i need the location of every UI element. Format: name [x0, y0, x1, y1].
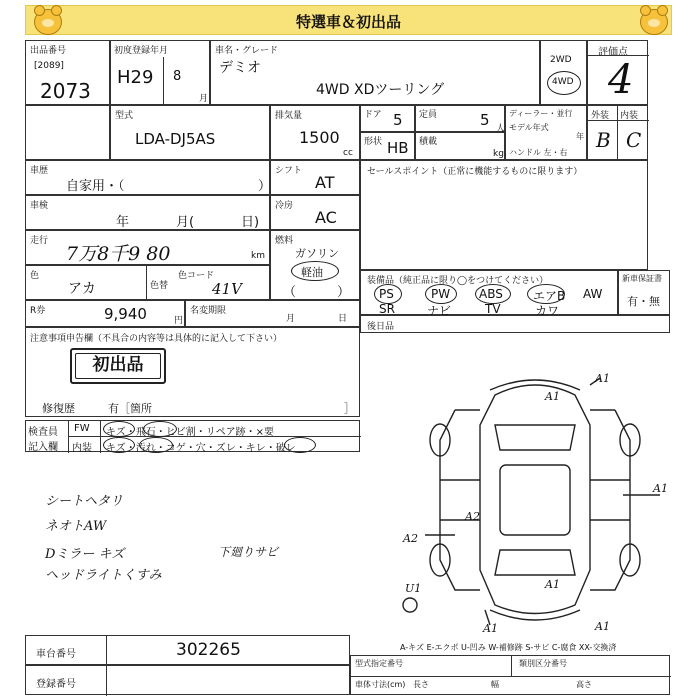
- equipment-abs-circle: [475, 284, 511, 304]
- color-value: アカ: [68, 281, 96, 297]
- height-label: 高さ: [576, 680, 592, 689]
- equipment-navi: ナビ: [427, 304, 452, 318]
- mileage-label: 走行: [30, 236, 49, 246]
- interior-label: 内装: [620, 111, 639, 121]
- car-damage-diagram: [395, 370, 675, 635]
- displacement-unit: cc: [343, 148, 353, 158]
- name-change-day: 日: [338, 314, 348, 324]
- equipment-leather: カワ: [535, 304, 560, 318]
- capacity-unit: 人: [496, 124, 506, 134]
- doors-value: 5: [393, 111, 403, 129]
- mark-right-a1: A1: [653, 482, 668, 495]
- equipment-aw: AW: [583, 287, 603, 301]
- width-label: 幅: [491, 680, 499, 689]
- mark-front-a1: A1: [595, 372, 610, 385]
- inspection-year: 年: [116, 215, 130, 230]
- history-close: ）: [258, 179, 272, 194]
- name-change-cell: [185, 300, 360, 327]
- warranty-box: [618, 270, 670, 315]
- warranty-value: 有・無: [627, 295, 660, 308]
- shape-value: HB: [387, 139, 409, 157]
- note-seat-wear: シートヘタリ: [45, 494, 124, 509]
- mark-left-a2: A2: [403, 532, 418, 545]
- recycle-value: 9,940: [104, 305, 147, 323]
- class-label: 類別区分番号: [519, 659, 567, 668]
- displacement-cell: [270, 105, 360, 160]
- declaration-box: [25, 327, 360, 417]
- model-label: 型式: [115, 111, 134, 121]
- lot-sub: [2089]: [34, 61, 64, 71]
- registration-era: H29: [117, 67, 154, 88]
- equipment-airbag: エアB: [533, 289, 566, 303]
- load-cell: [415, 132, 505, 160]
- note-aw: ネオトAW: [45, 519, 107, 534]
- shape-label: 形状: [364, 137, 383, 147]
- capacity-value: 5: [480, 111, 490, 129]
- damage-code-legend: A-キズ E-エクボ U-凹み W-補修跡 S-サビ C-腐食 XX-交換済: [400, 643, 617, 652]
- handle-label: ハンドル 左・右: [509, 148, 568, 157]
- doors-label: ドア: [364, 110, 382, 120]
- inspector-interior-text: キズ・汚れ・コゲ・穴・ズレ・キレ・破レ: [106, 443, 296, 454]
- car-roof: [500, 465, 570, 535]
- history-value: 自家用・（: [66, 179, 125, 194]
- color-code-label: 色コード: [178, 271, 215, 281]
- inspection-day: 日): [241, 215, 260, 230]
- equipment-box: [360, 270, 618, 318]
- car-name-label: 車名・グレード: [215, 46, 279, 56]
- equipment-airbag-circle: [527, 284, 565, 304]
- car-body-outline: [480, 385, 590, 614]
- lot-number: 2073: [40, 79, 91, 103]
- shift-label: シフト: [275, 166, 303, 176]
- car-left-side: [440, 410, 480, 590]
- exterior-interior-cell: [587, 105, 648, 160]
- equipment-ps-circle: [374, 284, 402, 304]
- load-label: 積載: [419, 137, 438, 147]
- shift-value: AT: [315, 173, 335, 192]
- bear-mascot-icon: [34, 9, 62, 35]
- mark-rear-a1: A1: [545, 578, 560, 591]
- exterior-label: 外装: [591, 111, 610, 121]
- mark-left-a2b: A2: [465, 510, 480, 523]
- color-label: 色: [30, 271, 40, 281]
- drive-cell: [540, 40, 587, 105]
- inspection-month: 月(: [176, 215, 195, 230]
- repair-close: ］: [344, 402, 355, 415]
- equipment-pw-circle: [425, 284, 457, 304]
- rear-bumper: [490, 610, 580, 620]
- registration-label: 初度登録年月: [114, 46, 169, 56]
- mark-bumper-a1: A1: [483, 622, 498, 635]
- note-headlight: ヘッドライトくすみ: [45, 568, 162, 583]
- mileage-value: 7万8千9 80: [66, 243, 171, 265]
- inspector-exterior-text: キズ・飛石・ヒビ割・リペア跡・×要: [106, 427, 274, 438]
- equipment-sr: SR: [379, 302, 395, 316]
- name-change-label: 名変期限: [190, 306, 227, 316]
- displacement-label: 排気量: [275, 111, 303, 121]
- inspector-fw: FW: [74, 423, 90, 434]
- chassis-label: 車台番号: [36, 649, 76, 660]
- registration-month: 8: [173, 69, 182, 84]
- score-cell: [587, 40, 648, 105]
- score-label: 評価点: [598, 47, 628, 58]
- note-underbody-rust: 下廻りサビ: [218, 545, 279, 559]
- aircon-label: 冷房: [275, 201, 294, 211]
- history-cell: [25, 160, 270, 195]
- length-label: 長さ: [413, 680, 429, 689]
- fuel-diesel: 軽油: [301, 266, 323, 279]
- sales-point-label: セールスポイント（正常に機能するものに限ります）: [367, 167, 583, 177]
- plate-box: [25, 665, 350, 695]
- dealer-label: ディーラー・並行: [509, 109, 573, 118]
- repair-label: 修復歴: [42, 402, 75, 415]
- fuel-cell: 燃料 ガソリン 軽油 （ ）: [270, 230, 360, 300]
- bear-mascot-icon: [640, 9, 668, 35]
- inspector-box: [25, 420, 360, 452]
- recycle-cell: [25, 300, 185, 327]
- registration-cell: [110, 40, 210, 105]
- registration-month-unit: 月: [199, 94, 209, 104]
- repair-value: 有［箇所: [108, 402, 152, 415]
- name-change-month: 月: [286, 314, 296, 324]
- spare-tire-circle: [403, 598, 417, 612]
- first-listing-stamp-text: 初出品: [75, 353, 161, 379]
- recycle-unit: 円: [174, 316, 184, 326]
- equipment-tv: TV: [485, 302, 501, 316]
- color-cell: [25, 265, 270, 300]
- mark-spare-u1: U1: [405, 582, 422, 595]
- color-change-label: 色替: [150, 281, 169, 291]
- aircon-cell: [270, 195, 360, 230]
- mark-hood-a1: A1: [545, 390, 560, 403]
- displacement-value: 1500: [299, 128, 340, 147]
- equipment-pw: PW: [431, 287, 451, 301]
- car-grade: 4WD XDツーリング: [316, 82, 445, 98]
- chassis-box: [25, 635, 350, 665]
- equipment-ps: PS: [379, 287, 394, 301]
- drive-4wd: 4WD: [552, 77, 574, 87]
- exterior-value: B: [596, 128, 611, 152]
- inspector-interior-label: 内装: [72, 443, 92, 454]
- color-code: 41V: [212, 280, 242, 298]
- inspector-label-2: 記入欄: [28, 442, 58, 453]
- shape-cell: [360, 132, 415, 160]
- declaration-label: 注意事項申告欄（不具合の内容等は具体的に記入して下さい）: [30, 334, 283, 344]
- certificate-label: 型式指定番号: [355, 659, 403, 668]
- note-mirror: Dミラー キズ: [45, 547, 125, 562]
- dealer-cell: [505, 105, 587, 160]
- car-windshield: [495, 425, 575, 450]
- capacity-label: 定員: [419, 110, 438, 120]
- aircon-value: AC: [315, 208, 337, 227]
- inspector-label-1: 検査員: [28, 427, 58, 438]
- drive-2wd: 2WD: [550, 55, 572, 65]
- mark-corner-a1: A1: [595, 620, 610, 633]
- rear-seat-box: [360, 315, 670, 333]
- dims-label: 車体寸法(cm): [355, 680, 406, 689]
- lot-cell: [25, 40, 110, 105]
- mileage-cell: [25, 230, 270, 265]
- fuel-label: 燃料: [275, 236, 294, 246]
- interior-value: C: [626, 128, 642, 152]
- inspection-label: 車検: [30, 201, 49, 211]
- warranty-label: 新車保証書: [622, 274, 662, 283]
- car-right-side: [590, 410, 630, 590]
- model-year-unit: 年: [576, 132, 584, 141]
- history-label: 車歴: [30, 166, 49, 176]
- lot-label: 出品番号: [30, 46, 67, 56]
- car-name-cell: [210, 40, 540, 105]
- model-value: LDA-DJ5AS: [135, 130, 216, 148]
- mileage-unit: km: [251, 251, 265, 261]
- capacity-cell: [415, 105, 505, 132]
- inspection-cell: [25, 195, 270, 230]
- model-cell: [110, 105, 270, 160]
- recycle-label: R券: [30, 306, 46, 316]
- car-name: デミオ: [219, 60, 261, 76]
- sales-point-box: [360, 160, 648, 270]
- doors-cell: [360, 105, 415, 132]
- model-year-label: モデル年式: [509, 123, 549, 132]
- equipment-label: 装備品（純正品に限り◯をつけてください）: [367, 276, 549, 286]
- rear-seat-label: 後日品: [367, 322, 395, 332]
- score-value: 4: [608, 57, 634, 103]
- first-listing-stamp: [70, 348, 166, 384]
- header-banner: [25, 5, 672, 35]
- equipment-abs: ABS: [479, 287, 503, 301]
- spec-box: [350, 655, 670, 695]
- car-rear-window: [495, 550, 575, 575]
- banner-title: 特選車＆初出品: [295, 13, 401, 31]
- shift-cell: [270, 160, 360, 195]
- load-unit: kg: [493, 149, 504, 159]
- chassis-value: 302265: [176, 640, 241, 660]
- plate-label: 登録番号: [36, 679, 76, 690]
- fuel-gasoline: ガソリン: [295, 247, 339, 260]
